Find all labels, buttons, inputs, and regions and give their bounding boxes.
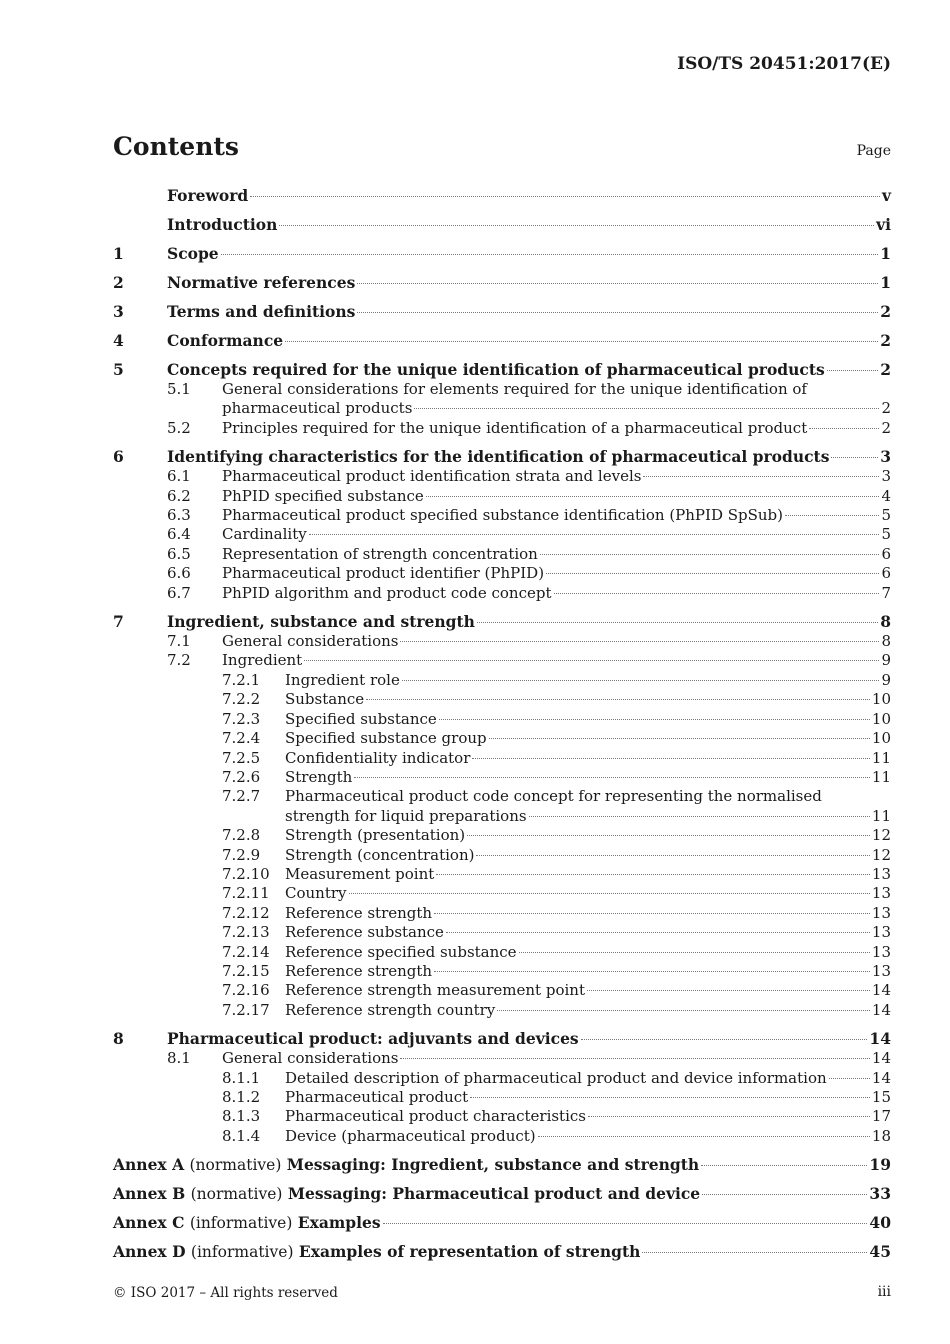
toc-entry-title: Pharmaceutical product: adjuvants and devices — [167, 1029, 579, 1049]
toc-leader-dots — [538, 1136, 870, 1137]
toc-leader-dots — [702, 1194, 867, 1195]
toc-entry-title: Specified substance — [285, 709, 437, 728]
toc-entry-page: 11 — [871, 806, 891, 825]
toc-entry[interactable] — [113, 447, 891, 467]
toc-leader-dots — [349, 893, 870, 894]
toc-entry[interactable] — [113, 215, 891, 235]
toc-entry-page: 7 — [881, 583, 891, 602]
toc-entry[interactable] — [113, 380, 891, 399]
toc-leader-dots — [546, 573, 879, 574]
toc-entry-number: 7.2.13 — [222, 923, 270, 942]
annex-heading: Examples of representation of strength — [298, 1242, 641, 1262]
toc-entry-title: General considerations for elements required for the unique identification of — [222, 380, 807, 398]
toc-entry-title: Ingredient, substance and strength — [167, 612, 475, 632]
toc-leader-dots — [400, 1058, 869, 1059]
toc-entry-page: 9 — [881, 670, 891, 689]
toc-entry[interactable] — [113, 690, 891, 709]
toc-entry[interactable] — [113, 506, 891, 525]
toc-entry-page: 14 — [871, 1000, 891, 1019]
toc-leader-dots — [829, 1078, 870, 1079]
toc-entry-title: Pharmaceutical product identifier (PhPID) — [222, 564, 545, 583]
toc-entry-title: General considerations — [222, 1049, 399, 1068]
toc-entry[interactable] — [113, 749, 891, 768]
toc-entry-number: 6.2 — [167, 486, 191, 505]
toc-entry-page: 13 — [871, 942, 891, 961]
toc-entry-title: Detailed description of pharmaceutical product and device information — [285, 1068, 827, 1087]
toc-entry[interactable] — [113, 1069, 891, 1088]
toc-entry[interactable] — [113, 710, 891, 729]
toc-entry-title: Substance — [285, 690, 365, 709]
toc-entry-page: 2 — [880, 302, 891, 321]
annex-entry[interactable] — [113, 1155, 891, 1175]
annex-label: Annex A — [113, 1155, 185, 1175]
toc-leader-dots — [489, 738, 870, 739]
toc-entry-page: 11 — [871, 748, 891, 767]
toc-entry-page: vi — [876, 215, 891, 234]
toc-leader-dots — [809, 428, 879, 429]
annex-entry-page: 45 — [869, 1242, 891, 1262]
toc-entry[interactable] — [113, 584, 891, 603]
toc-leader-dots — [414, 408, 879, 409]
toc-leader-dots — [304, 660, 879, 661]
toc-entry-title: Reference strength country — [285, 1000, 496, 1019]
table-of-contents — [113, 186, 891, 1262]
toc-entry-number: 6.3 — [167, 506, 191, 525]
toc-leader-dots — [439, 719, 870, 720]
toc-entry-title: Reference specified substance — [285, 942, 517, 961]
annex-entry-title — [113, 1184, 700, 1204]
toc-entry-number: 8 — [113, 1029, 124, 1049]
toc-entry-number: 7.2.17 — [222, 1000, 270, 1019]
toc-entry-number: 6.6 — [167, 564, 191, 583]
toc-entry-title: PhPID specified substance — [222, 486, 424, 505]
toc-entry[interactable] — [113, 865, 891, 884]
toc-leader-dots — [436, 874, 870, 875]
toc-entry-page: 6 — [881, 544, 891, 563]
toc-entry-number: 7.2.12 — [222, 903, 270, 922]
toc-entry-title: Normative references — [167, 273, 356, 292]
toc-entry[interactable] — [113, 360, 891, 380]
toc-leader-dots — [497, 1010, 870, 1011]
toc-entry-number: 7.2.14 — [222, 942, 270, 961]
toc-entry-page: 12 — [871, 845, 891, 864]
toc-entry[interactable] — [113, 884, 891, 903]
page-column-label: Page — [856, 143, 891, 159]
contents-title: Contents — [113, 132, 240, 161]
toc-entry-title: Specified substance group — [285, 729, 487, 748]
toc-entry[interactable] — [113, 1049, 891, 1068]
toc-entry-title: Pharmaceutical product — [285, 1088, 469, 1106]
toc-entry-number: 5 — [113, 360, 124, 379]
toc-entry-title: Foreword — [167, 186, 249, 205]
toc-leader-dots — [279, 225, 874, 226]
toc-entry-title: Conformance — [167, 331, 284, 350]
toc-entry-continuation[interactable] — [113, 807, 891, 826]
toc-leader-dots — [831, 457, 878, 458]
toc-leader-dots — [285, 341, 878, 342]
annex-heading: Messaging: Pharmaceutical product and device — [287, 1184, 701, 1204]
toc-leader-dots — [221, 254, 879, 255]
toc-leader-dots — [529, 816, 870, 817]
toc-entry-number: 7.2.8 — [222, 826, 261, 845]
toc-entry-page: 8 — [880, 612, 891, 632]
toc-entry-page: 14 — [871, 1068, 891, 1087]
toc-entry-page: 14 — [871, 981, 891, 1000]
toc-entry-title-continued: strength for liquid preparations — [285, 806, 527, 825]
toc-entry-page: 14 — [869, 1029, 891, 1049]
annex-entry-title — [113, 1242, 640, 1262]
toc-leader-dots — [357, 312, 878, 313]
toc-entry-title: Strength — [285, 767, 353, 786]
toc-entry-number: 6 — [113, 447, 124, 467]
toc-entry-title: Measurement point — [285, 864, 435, 883]
toc-entry-page: 3 — [880, 447, 891, 467]
footer-copyright: © ISO 2017 – All rights reserved — [113, 1285, 338, 1301]
toc-entry-page: 2 — [881, 418, 891, 437]
toc-entry-page: 10 — [871, 729, 891, 748]
toc-entry[interactable] — [113, 545, 891, 564]
toc-entry[interactable] — [113, 525, 891, 544]
toc-entry-page: 1 — [880, 244, 891, 263]
toc-entry-number: 7.2.7 — [222, 787, 261, 806]
annex-type: (informative) — [190, 1243, 294, 1262]
toc-leader-dots — [642, 1252, 867, 1253]
footer-page-number: iii — [877, 1284, 891, 1300]
toc-leader-dots — [701, 1165, 867, 1166]
toc-leader-dots — [434, 913, 870, 914]
toc-entry-page: 13 — [871, 884, 891, 903]
toc-entry[interactable] — [113, 1029, 891, 1049]
toc-leader-dots — [366, 699, 870, 700]
toc-entry-number: 8.1.2 — [222, 1088, 261, 1106]
toc-entry-title: Reference strength — [285, 961, 433, 980]
toc-entry-number: 7.2.16 — [222, 981, 270, 1000]
toc-entry-page: 9 — [881, 651, 891, 670]
toc-entry-page: 13 — [871, 864, 891, 883]
toc-entry[interactable] — [113, 302, 891, 322]
toc-leader-dots — [581, 1039, 868, 1040]
toc-entry-title: Identifying characteristics for the identification of pharmaceutical products — [167, 447, 830, 467]
annex-entry-title — [113, 1155, 699, 1175]
toc-leader-dots — [446, 932, 870, 933]
toc-entry-title: Strength (concentration) — [285, 845, 475, 864]
toc-leader-dots — [519, 952, 870, 953]
toc-entry-number: 5.2 — [167, 418, 191, 437]
toc-entry-title: Reference strength — [285, 903, 433, 922]
toc-entry[interactable] — [113, 1088, 891, 1107]
toc-entry-page: 13 — [871, 961, 891, 980]
toc-entry-title: Reference strength measurement point — [285, 981, 585, 1000]
annex-heading: Examples — [297, 1213, 381, 1233]
toc-entry[interactable] — [113, 787, 891, 806]
toc-entry-title: Ingredient — [222, 651, 303, 670]
toc-leader-dots — [383, 1223, 868, 1224]
toc-entry-number: 2 — [113, 273, 124, 292]
toc-entry[interactable] — [113, 273, 891, 293]
toc-entry[interactable] — [113, 331, 891, 351]
toc-entry[interactable] — [113, 962, 891, 981]
toc-leader-dots — [477, 622, 878, 623]
toc-entry-page: 5 — [881, 506, 891, 525]
toc-entry-number: 7.2.2 — [222, 690, 261, 709]
toc-entry-number: 7.2.5 — [222, 748, 261, 767]
annex-entry-title — [113, 1213, 381, 1233]
toc-leader-dots — [827, 370, 878, 371]
toc-entry-title: Cardinality — [222, 525, 307, 544]
toc-leader-dots — [467, 835, 870, 836]
toc-entry-number: 8.1 — [167, 1049, 191, 1068]
annex-type: (informative) — [189, 1214, 293, 1233]
toc-entry[interactable] — [113, 564, 891, 583]
toc-entry-title: Pharmaceutical product characteristics — [285, 1107, 586, 1126]
toc-entry-number: 7.2.10 — [222, 864, 270, 883]
toc-entry-page: 17 — [871, 1107, 891, 1126]
annex-label: Annex C — [113, 1213, 185, 1233]
document-id: ISO/TS 20451:2017(E) — [677, 54, 891, 74]
toc-entry-page: 2 — [881, 399, 891, 418]
toc-leader-dots — [402, 680, 880, 681]
toc-entry-number: 8.1.4 — [222, 1126, 261, 1145]
toc-entry-page: 15 — [871, 1088, 891, 1106]
annex-entry-page: 40 — [869, 1213, 891, 1233]
toc-entry[interactable] — [113, 244, 891, 264]
toc-entry-page: 2 — [880, 360, 891, 379]
toc-entry-page: 13 — [871, 923, 891, 942]
toc-leader-dots — [470, 1097, 870, 1098]
toc-entry-number: 7.2.9 — [222, 845, 261, 864]
toc-entry[interactable] — [113, 904, 891, 923]
toc-entry-page: v — [881, 186, 891, 205]
toc-entry[interactable] — [113, 923, 891, 942]
toc-leader-dots — [476, 855, 869, 856]
toc-entry-page: 4 — [881, 486, 891, 505]
toc-entry[interactable] — [113, 671, 891, 690]
toc-entry-page: 6 — [881, 564, 891, 583]
toc-entry-number: 5.1 — [167, 380, 191, 398]
toc-leader-dots — [472, 758, 870, 759]
toc-entry-title-continued: pharmaceutical products — [222, 399, 413, 418]
toc-entry-page: 10 — [871, 690, 891, 709]
toc-entry-page: 14 — [871, 1049, 891, 1068]
annex-label: Annex B — [113, 1184, 186, 1204]
toc-entry-number: 7.2 — [167, 651, 191, 670]
toc-entry-number: 8.1.1 — [222, 1068, 261, 1087]
toc-entry[interactable] — [113, 768, 891, 787]
toc-entry-title: General considerations — [222, 632, 399, 651]
toc-leader-dots — [587, 990, 870, 991]
toc-entry-page: 1 — [880, 273, 891, 292]
toc-entry-number: 7.2.3 — [222, 709, 261, 728]
toc-entry[interactable] — [113, 826, 891, 845]
toc-entry-number: 7.2.4 — [222, 729, 261, 748]
toc-entry-page: 8 — [881, 632, 891, 651]
toc-entry-page: 18 — [871, 1126, 891, 1145]
toc-entry-title: PhPID algorithm and product code concept — [222, 583, 552, 602]
toc-entry-page: 12 — [871, 826, 891, 845]
toc-entry-title: Introduction — [167, 215, 278, 234]
toc-leader-dots — [426, 496, 880, 497]
toc-entry-number: 6.4 — [167, 525, 191, 544]
toc-leader-dots — [588, 1116, 870, 1117]
toc-entry-page: 10 — [871, 709, 891, 728]
toc-leader-dots — [400, 641, 879, 642]
annex-type: (normative) — [190, 1185, 283, 1204]
toc-entry-page: 3 — [881, 467, 891, 486]
toc-entry-page: 11 — [871, 767, 891, 786]
toc-entry-title: Device (pharmaceutical product) — [285, 1126, 536, 1145]
toc-entry-title: Ingredient role — [285, 670, 400, 689]
toc-entry[interactable] — [113, 943, 891, 962]
toc-entry-title: Terms and definitions — [167, 302, 356, 321]
toc-entry[interactable] — [113, 467, 891, 486]
toc-entry[interactable] — [113, 1001, 891, 1020]
toc-entry-page: 13 — [871, 903, 891, 922]
toc-leader-dots — [785, 515, 879, 516]
toc-entry-number: 6.1 — [167, 467, 191, 486]
toc-entry[interactable] — [113, 1107, 891, 1126]
toc-entry-page: 2 — [880, 331, 891, 350]
toc-leader-dots — [643, 476, 879, 477]
toc-entry-title: Pharmaceutical product specified substance identification (PhPID SpSub) — [222, 506, 784, 525]
annex-entry[interactable] — [113, 1242, 891, 1262]
annex-entry[interactable] — [113, 1184, 891, 1204]
toc-entry[interactable] — [113, 981, 891, 1000]
toc-entry[interactable] — [113, 612, 891, 632]
toc-entry-number: 6.5 — [167, 544, 191, 563]
toc-entry-title: Principles required for the unique identification of a pharmaceutical product — [222, 418, 808, 437]
toc-leader-dots — [554, 593, 880, 594]
toc-entry-title: Pharmaceutical product code concept for representing the normalised — [285, 787, 822, 806]
toc-entry-title: Representation of strength concentration — [222, 544, 538, 563]
toc-leader-dots — [250, 196, 880, 197]
toc-entry[interactable] — [113, 729, 891, 748]
annex-label: Annex D — [113, 1242, 186, 1262]
toc-entry[interactable] — [113, 419, 891, 438]
toc-entry-number: 7.2.15 — [222, 961, 270, 980]
toc-leader-dots — [354, 777, 870, 778]
toc-entry[interactable] — [113, 632, 891, 651]
toc-entry-title: Confidentiality indicator — [285, 748, 471, 767]
toc-leader-dots — [357, 283, 878, 284]
toc-entry[interactable] — [113, 846, 891, 865]
toc-entry-number: 4 — [113, 331, 124, 350]
toc-entry-number: 7.1 — [167, 632, 191, 651]
toc-entry-number: 1 — [113, 244, 124, 263]
toc-entry-number: 6.7 — [167, 583, 191, 602]
toc-entry-continuation[interactable] — [113, 399, 891, 418]
annex-entry[interactable] — [113, 1213, 891, 1233]
annex-entry-page: 19 — [869, 1155, 891, 1175]
toc-leader-dots — [434, 971, 870, 972]
annex-type: (normative) — [189, 1156, 282, 1175]
toc-entry-title: Scope — [167, 244, 219, 263]
toc-entry[interactable] — [113, 651, 891, 670]
toc-entry-page: 5 — [881, 525, 891, 544]
toc-leader-dots — [309, 534, 880, 535]
toc-entry-number: 3 — [113, 302, 124, 321]
toc-entry-title: Concepts required for the unique identification of pharmaceutical products — [167, 360, 825, 379]
toc-entry-number: 7.2.11 — [222, 884, 270, 903]
toc-entry-title: Country — [285, 884, 347, 903]
toc-leader-dots — [540, 554, 880, 555]
toc-entry-number: 7 — [113, 612, 124, 632]
toc-entry-number: 8.1.3 — [222, 1107, 261, 1126]
toc-entry-title: Strength (presentation) — [285, 826, 466, 845]
annex-entry-page: 33 — [869, 1184, 891, 1204]
toc-entry-title: Pharmaceutical product identification strata and levels — [222, 467, 642, 486]
toc-entry-number: 7.2.1 — [222, 670, 261, 689]
toc-entry[interactable] — [113, 186, 891, 206]
toc-entry[interactable] — [113, 1127, 891, 1146]
toc-entry-title: Reference substance — [285, 923, 444, 942]
toc-entry[interactable] — [113, 487, 891, 506]
toc-entry-number: 7.2.6 — [222, 767, 261, 786]
annex-heading: Messaging: Ingredient, substance and strength — [286, 1155, 700, 1175]
